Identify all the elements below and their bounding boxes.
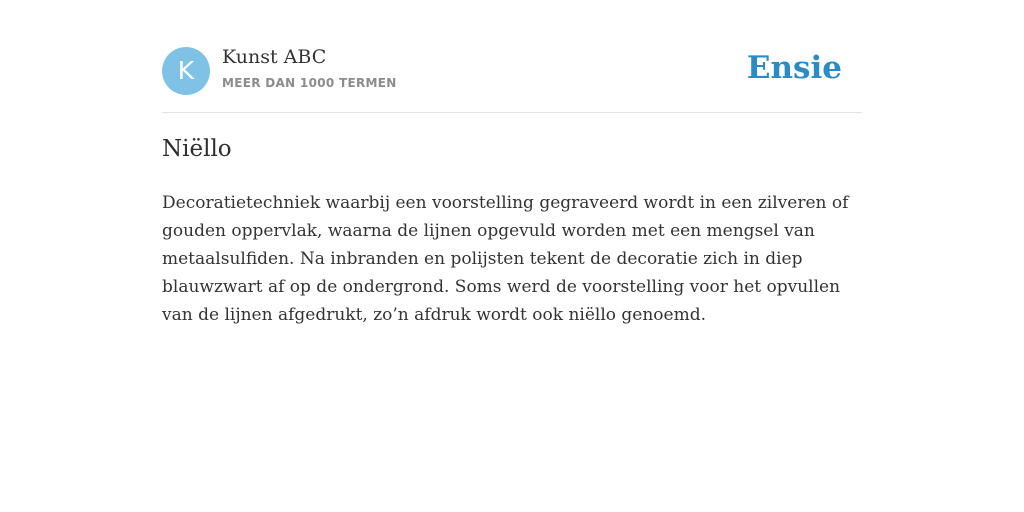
source-subtitle: MEER DAN 1000 TERMEN <box>222 76 397 90</box>
page <box>162 0 862 325</box>
source-name-link[interactable]: Kunst ABC <box>222 46 327 68</box>
source-header <box>162 0 862 113</box>
term-title: Niëllo <box>162 136 232 162</box>
ensie-logo-link[interactable]: Ensie <box>746 50 842 86</box>
term-definition: Decoratietechniek waarbij een voorstelling gegraveerd wordt in een zilveren of gouden oppervlak, waarna de lijnen opgevuld worden met een mengsel van metaalsulfiden. Na inbranden en polijsten tekent de decoratie zich in diep blauwzwart af op de ondergrond. Soms werd de voorstelling voor het opvullen van de lijnen afgedrukt, zo’n afdruk wordt ook niëllo genoemd. <box>162 193 849 325</box>
source-avatar[interactable]: K <box>162 47 210 95</box>
